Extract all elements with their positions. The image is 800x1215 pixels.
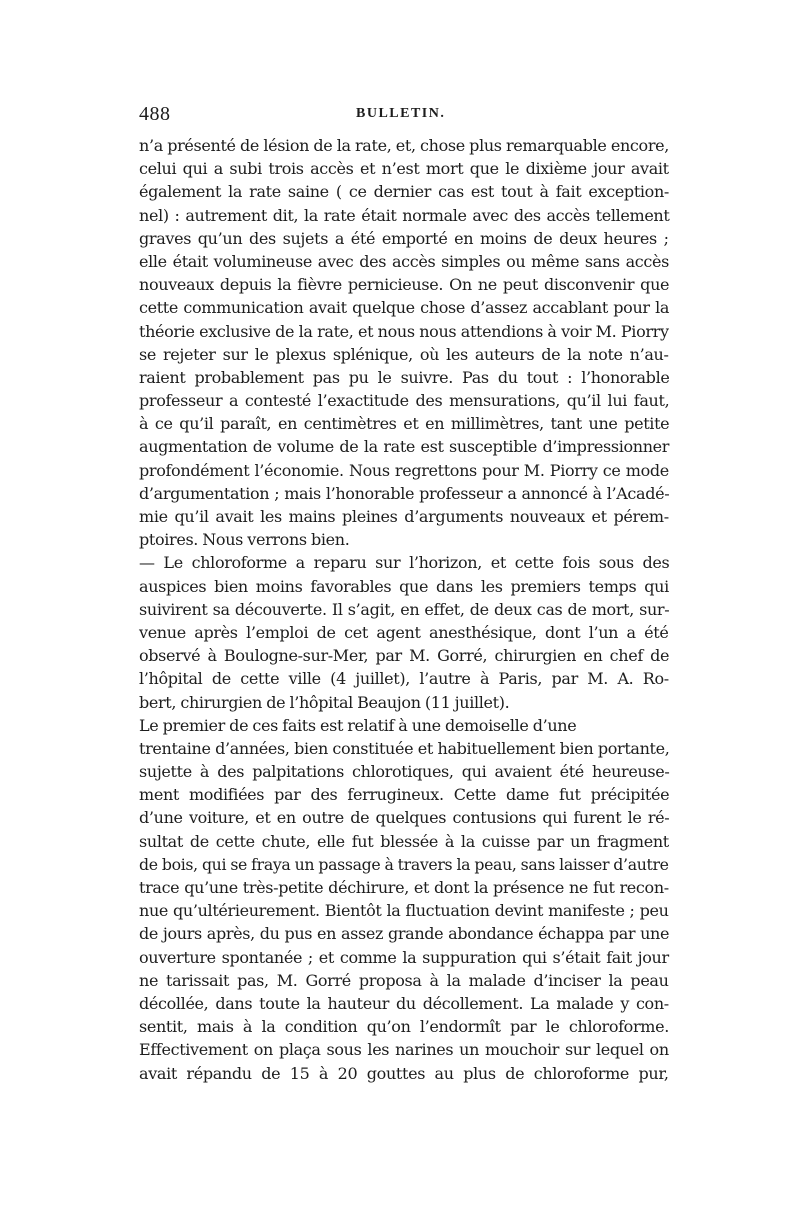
text-line-5 xyxy=(139,227,669,250)
text-line-41 xyxy=(139,1062,669,1085)
text-line-33 xyxy=(139,876,669,899)
text-line-35 xyxy=(139,922,669,945)
text-line-9-content: théorie exclusive de la rate, et nous nous attendions à voir M. Piorry xyxy=(139,321,669,341)
text-line-6 xyxy=(139,250,669,273)
text-line-27 xyxy=(139,737,669,760)
text-line-18-content: ptoires. Nous verrons bien. xyxy=(139,530,350,550)
text-line-4-content: nel) : autrement dit, la rate était normale avec des accès tellement xyxy=(139,205,670,225)
page-number: 488 xyxy=(139,103,171,125)
text-line-36 xyxy=(139,946,669,969)
text-line-37 xyxy=(139,969,669,992)
text-line-11 xyxy=(139,366,669,389)
text-line-7-content: nouveaux depuis la fièvre pernicieuse. On ne peut disconvenir que xyxy=(139,275,670,295)
text-line-20 xyxy=(139,575,669,598)
text-line-28 xyxy=(139,760,669,783)
text-line-25-content: bert, chirurgien de l’hôpital Beaujon (11 juillet). xyxy=(139,692,510,712)
text-line-24 xyxy=(139,667,669,690)
text-line-8-content: cette communication avait quelque chose d’assez accablant pour la xyxy=(139,298,670,318)
text-line-15 xyxy=(139,459,669,482)
text-line-29 xyxy=(139,783,669,806)
text-line-21 xyxy=(139,598,669,621)
text-line-18 xyxy=(139,528,669,551)
text-line-12-content: professeur a contesté l’exactitude des mensurations, qu’il lui faut, xyxy=(139,391,670,411)
text-line-5-content: graves qu’un des sujets a été emporté en moins de deux heures ; xyxy=(139,228,669,248)
text-line-6-content: elle était volumineuse avec des accès simples ou même sans accès xyxy=(139,251,669,271)
text-line-3-content: également la rate saine ( ce dernier cas est tout à fait exception- xyxy=(139,182,669,202)
text-line-34 xyxy=(139,899,669,922)
text-line-2 xyxy=(139,157,669,180)
text-line-39 xyxy=(139,1015,669,1038)
text-line-37-content: ne tarissait pas, M. Gorré proposa à la malade d’inciser la peau xyxy=(139,970,669,990)
text-line-31 xyxy=(139,830,669,853)
text-line-16-content: d’argumentation ; mais l’honorable professeur a annoncé à l’Acadé- xyxy=(139,483,670,503)
text-line-30 xyxy=(139,806,669,829)
text-line-20-content: auspices bien moins favorables que dans les premiers temps qui xyxy=(139,576,669,596)
text-line-29-content: ment modifiées par des ferrugineux. Cette dame fut précipitée xyxy=(139,785,670,805)
text-line-26 xyxy=(139,714,669,737)
text-line-16 xyxy=(139,482,669,505)
text-line-10-content: se rejeter sur le plexus splénique, où les auteurs de la note n’au- xyxy=(139,344,669,364)
text-line-22 xyxy=(139,621,669,644)
text-line-14-content: augmentation de volume de la rate est susceptible d’impressionner xyxy=(139,437,670,457)
text-line-19-content: — Le chloroforme a reparu sur l’horizon, et cette fois sous des xyxy=(139,553,670,573)
text-line-13 xyxy=(139,412,669,435)
running-head xyxy=(139,99,669,129)
running-title: BULLETIN. xyxy=(356,106,446,121)
text-line-34-content: nue qu’ultérieurement. Bientôt la fluctuation devint manifeste ; peu xyxy=(139,901,669,921)
text-line-25 xyxy=(139,691,669,714)
text-line-17 xyxy=(139,505,669,528)
text-line-32 xyxy=(139,853,669,876)
text-line-17-content: mie qu’il avait les mains pleines d’arguments nouveaux et pérem- xyxy=(139,507,669,526)
text-line-3 xyxy=(139,180,669,203)
text-line-23 xyxy=(139,644,669,667)
text-line-26-content: Le premier de ces faits est relatif à une demoiselle d’une xyxy=(139,715,577,735)
text-line-11-content: raient probablement pas pu le suivre. Pas du tout : l’honorable xyxy=(139,367,670,387)
text-line-39-content: sentit, mais à la condition qu’on l’endormît par le chloroforme. xyxy=(139,1017,669,1037)
text-line-2-content: celui qui a subi trois accès et n’est mort que le dixième jour avait xyxy=(139,159,669,179)
text-line-36-content: ouverture spontanée ; et comme la suppuration qui s’était fait jour xyxy=(139,947,669,967)
text-line-7 xyxy=(139,273,669,296)
text-line-27-content: trentaine d’années, bien constituée et habituellement bien portante, xyxy=(139,738,670,758)
text-line-41-content: avait répandu de 15 à 20 gouttes au plus de chloroforme pur, xyxy=(139,1063,669,1083)
text-line-8 xyxy=(139,296,669,319)
text-line-31-content: sultat de cette chute, elle fut blessée à la cuisse par un fragment xyxy=(139,831,669,851)
text-line-13-content: à ce qu’il paraît, en centimètres et en millimètres, tant une petite xyxy=(139,414,670,434)
text-line-24-content: l’hôpital de cette ville (4 juillet), l’autre à Paris, par M. A. Ro- xyxy=(139,669,669,689)
text-line-23-content: observé à Boulogne-sur-Mer, par M. Gorré, chirurgien en chef de xyxy=(139,646,670,666)
text-line-32-content: de bois, qui se fraya un passage à travers la peau, sans laisser d’autre xyxy=(139,854,669,874)
text-line-22-content: venue après l’emploi de cet agent anesthésique, dont l’un a été xyxy=(139,622,669,642)
text-line-28-content: sujette à des palpitations chlorotiques, qui avaient été heureuse- xyxy=(139,762,670,782)
body-text xyxy=(139,134,669,1085)
text-line-30-content: d’une voiture, et en outre de quelques contusions qui furent le ré- xyxy=(139,808,670,828)
text-line-40-content: Effectivement on plaça sous les narines un mouchoir sur lequel on xyxy=(139,1040,669,1060)
text-line-10 xyxy=(139,343,669,366)
text-line-38-content: décollée, dans toute la hauteur du décollement. La malade y con- xyxy=(139,993,669,1013)
text-line-9 xyxy=(139,320,669,343)
text-line-12 xyxy=(139,389,669,412)
text-line-38 xyxy=(139,992,669,1015)
text-line-4 xyxy=(139,204,669,227)
text-line-1 xyxy=(139,134,669,157)
text-line-40 xyxy=(139,1038,669,1061)
text-line-19 xyxy=(139,551,669,574)
text-line-21-content: suivirent sa découverte. Il s’agit, en effet, de deux cas de mort, sur- xyxy=(139,599,670,619)
text-line-33-content: trace qu’une très-petite déchirure, et dont la présence ne fut recon- xyxy=(139,878,669,897)
text-line-14 xyxy=(139,435,669,458)
text-line-1-content: n’a présenté de lésion de la rate, et, chose plus remarquable encore, xyxy=(139,136,669,155)
text-line-35-content: de jours après, du pus en assez grande abondance échappa par une xyxy=(139,924,670,944)
text-line-15-content: profondément l’économie. Nous regrettons pour M. Piorry ce mode xyxy=(139,460,669,480)
